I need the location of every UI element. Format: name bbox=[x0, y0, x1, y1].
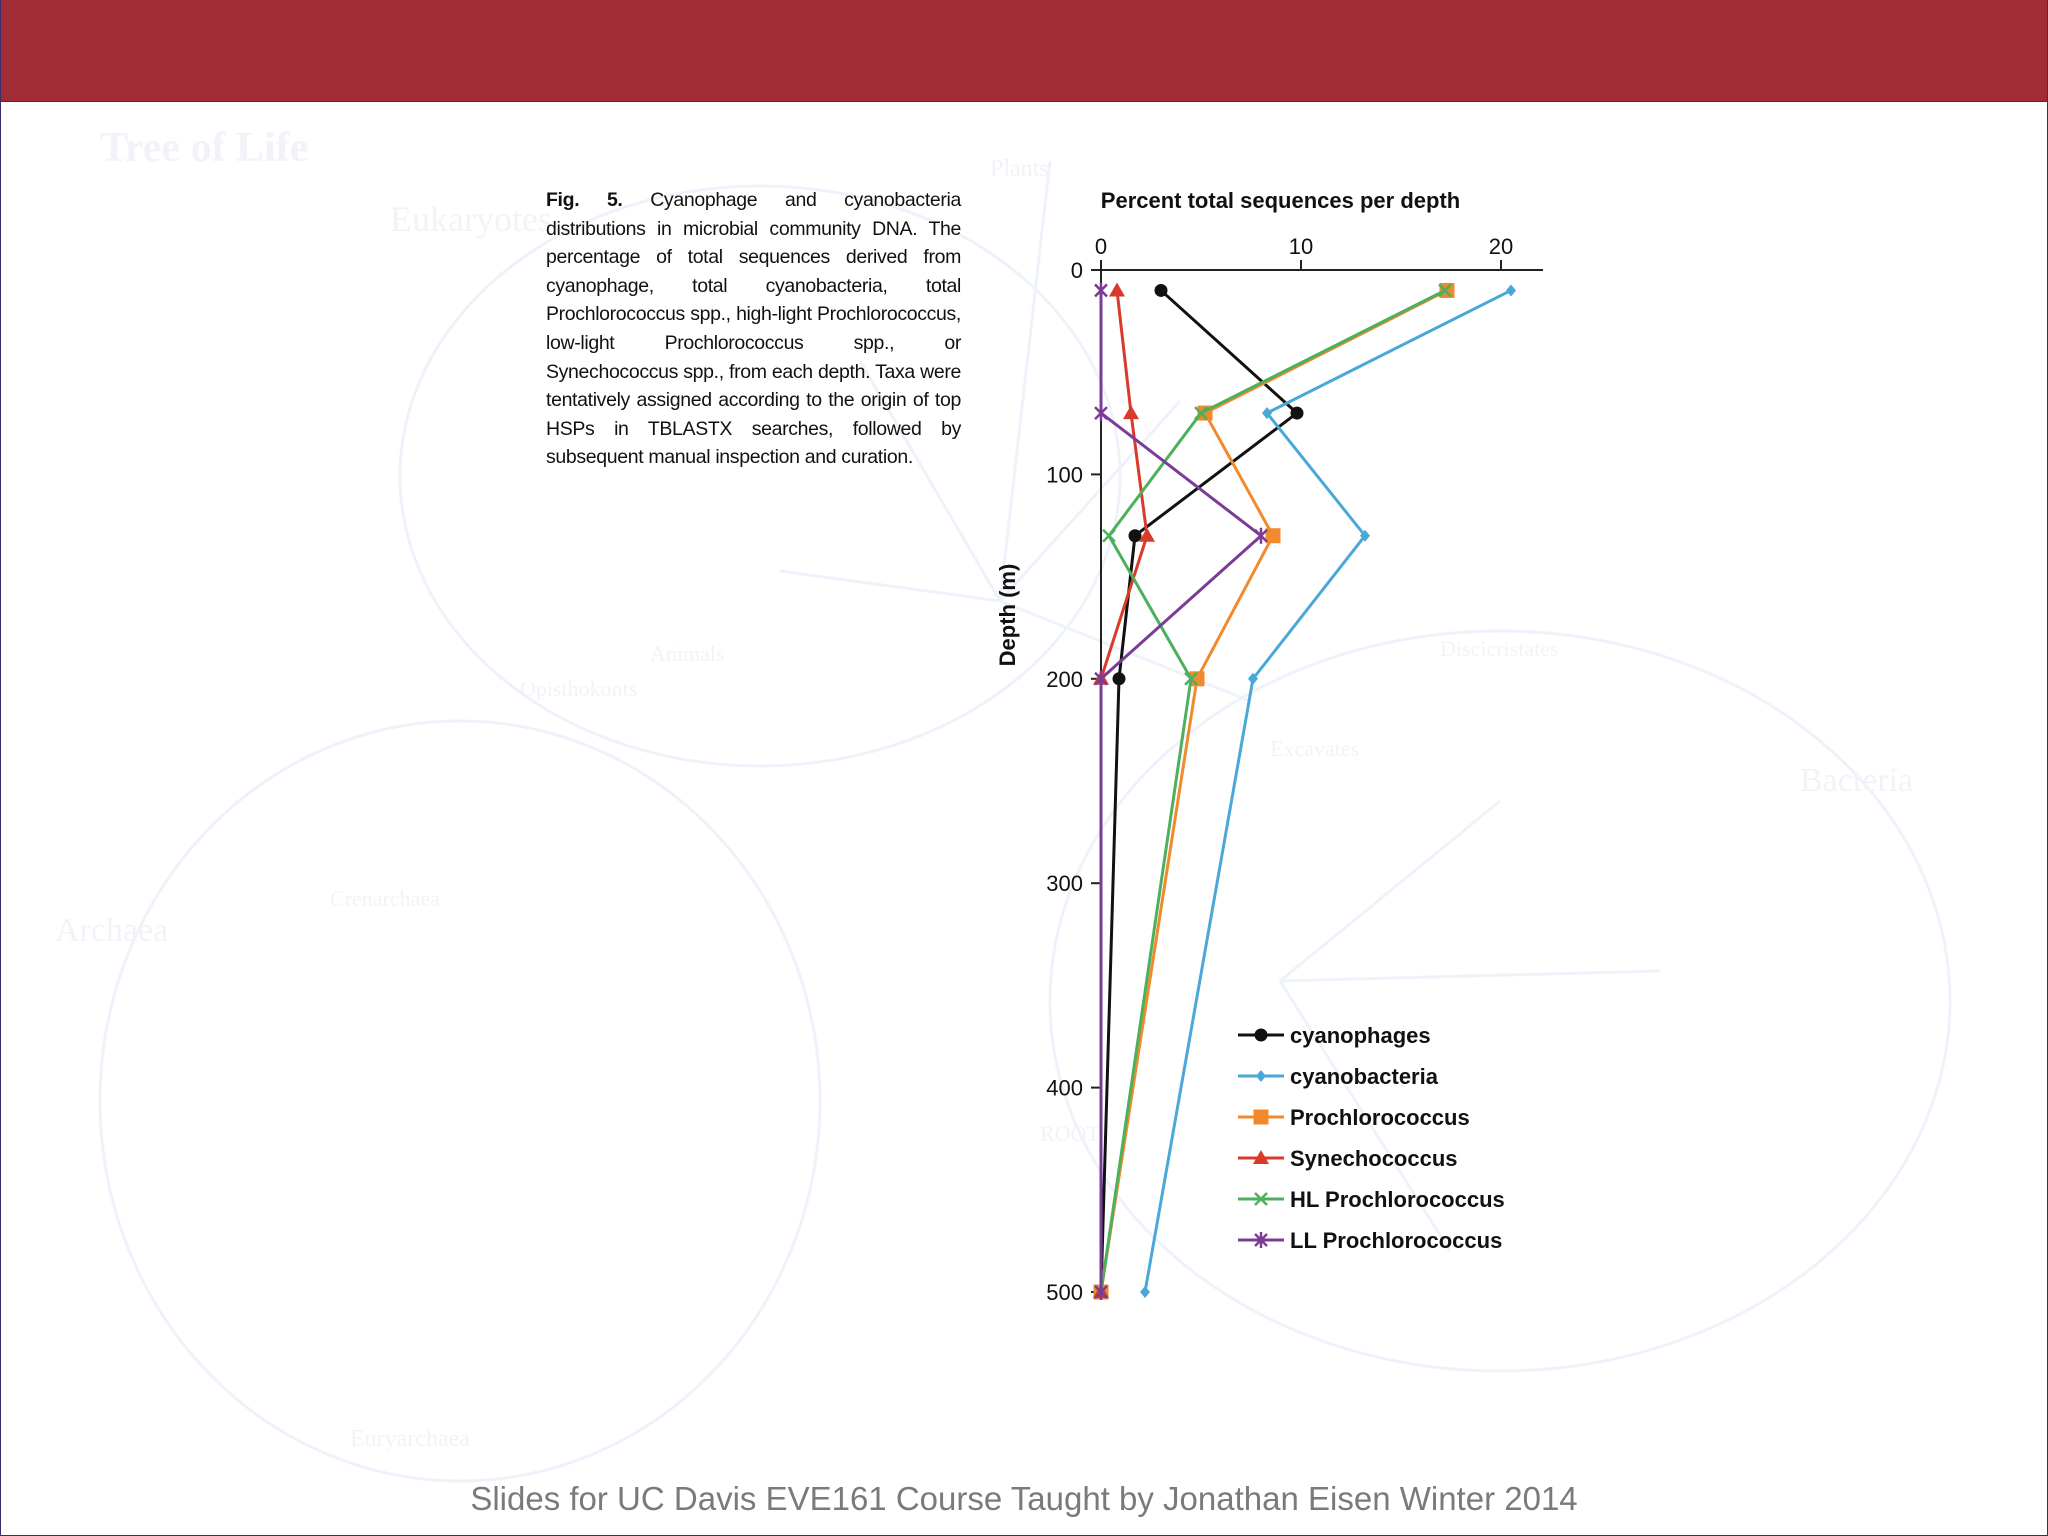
watermark-label: Opisthokonts bbox=[520, 676, 638, 701]
watermark-label: Crenarchaea bbox=[330, 886, 440, 911]
y-tick-label: 500 bbox=[1046, 1280, 1083, 1305]
watermark-label: Excavates bbox=[1270, 736, 1360, 761]
watermark-label: Animals bbox=[650, 641, 725, 666]
y-tick-label: 100 bbox=[1046, 462, 1083, 488]
data-point-synechococcus bbox=[1109, 282, 1125, 296]
data-point-ll-prochlorococcus bbox=[1255, 528, 1267, 544]
watermark-label: Discicristates bbox=[1440, 636, 1559, 661]
series-line-hl-prochlorococcus bbox=[1101, 290, 1445, 1292]
legend-marker-cyanobacteria bbox=[1256, 1070, 1266, 1082]
data-point-cyanophages bbox=[1291, 407, 1304, 420]
depth-profile-chart bbox=[960, 180, 1660, 1320]
data-point-cyanophages bbox=[1113, 672, 1126, 685]
series-line-prochlorococcus bbox=[1101, 290, 1447, 1292]
watermark-label: ROOT bbox=[1040, 1121, 1100, 1146]
watermark-label: Bacteria bbox=[1800, 762, 1914, 799]
series-line-cyanobacteria bbox=[1145, 290, 1511, 1292]
legend-label-synechococcus: Synechococcus bbox=[1290, 1146, 1458, 1171]
data-point-cyanophages bbox=[1155, 284, 1168, 297]
legend-label-cyanobacteria: cyanobacteria bbox=[1290, 1064, 1438, 1089]
watermark-label: Archaea bbox=[55, 912, 169, 949]
y-tick-label: 0 bbox=[1070, 258, 1083, 283]
data-point-ll-prochlorococcus bbox=[1095, 282, 1107, 298]
data-point-synechococcus bbox=[1123, 405, 1139, 419]
watermark-label: Plants bbox=[990, 156, 1049, 182]
title-banner bbox=[0, 0, 2048, 102]
figure-caption bbox=[546, 186, 961, 472]
y-tick-label: 400 bbox=[1046, 1075, 1083, 1101]
legend-label-prochlorococcus: Prochlorococcus bbox=[1290, 1105, 1470, 1130]
slide-footer: Slides for UC Davis EVE161 Course Taught by Jonathan Eisen Winter 2014 bbox=[470, 1480, 1578, 1517]
legend-marker-prochlorococcus bbox=[1254, 1110, 1269, 1125]
figure-caption-text: Cyanophage and cyanobacteria distributions in microbial community DNA. The percentage of total sequences derived from cyanophage, total cyanobacteria, total Prochlorococcus spp., high-light Prochlorococcus, low-light Prochlorococcus spp., or Synechococcus spp., from each depth. Taxa were tentatively assigned according to the origin of top HSPs in TBLASTX searches, followed by subsequent manual inspection and curation. bbox=[546, 189, 962, 469]
series-line-cyanophages bbox=[1101, 290, 1297, 1292]
figure-label: Fig. 5. bbox=[546, 189, 623, 211]
watermark-label: Euryarchaea bbox=[350, 1426, 470, 1452]
x-tick-label: 20 bbox=[1488, 234, 1514, 259]
x-tick-label: 0 bbox=[1094, 234, 1108, 259]
data-point-hl-prochlorococcus bbox=[1103, 530, 1115, 542]
watermark-title: Tree of Life bbox=[100, 125, 309, 171]
legend-label-hl-prochlorococcus: HL Prochlorococcus bbox=[1290, 1187, 1505, 1212]
legend-marker-cyanophages bbox=[1255, 1029, 1268, 1042]
legend-label-cyanophages: cyanophages bbox=[1290, 1023, 1431, 1048]
watermark-label: Eukaryotes bbox=[390, 199, 552, 239]
data-point-cyanobacteria bbox=[1140, 1286, 1150, 1298]
y-tick-label: 300 bbox=[1046, 871, 1083, 897]
data-point-ll-prochlorococcus bbox=[1095, 405, 1107, 421]
data-point-cyanobacteria bbox=[1506, 284, 1516, 296]
legend-label-ll-prochlorococcus: LL Prochlorococcus bbox=[1290, 1228, 1503, 1253]
x-tick-label: 10 bbox=[1288, 234, 1314, 259]
y-axis-label: Depth (m) bbox=[995, 563, 1020, 667]
y-tick-label: 200 bbox=[1046, 666, 1083, 692]
data-point-cyanophages bbox=[1129, 529, 1142, 542]
chart-title: Percent total sequences per depth bbox=[1100, 188, 1461, 213]
